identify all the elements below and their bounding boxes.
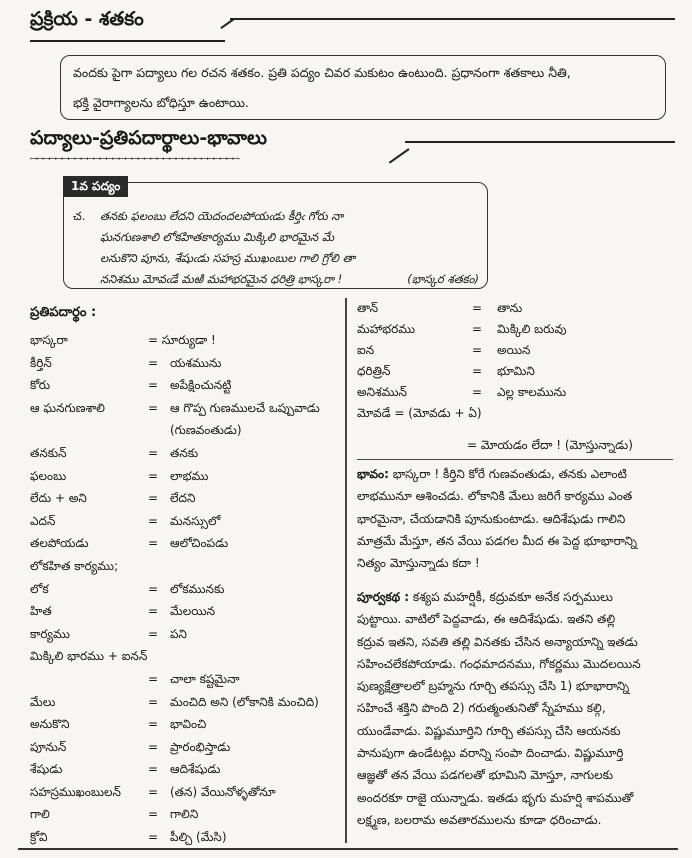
- equals-sign: =: [148, 468, 159, 483]
- meaning: లాభము: [170, 468, 209, 483]
- word: మహాభరము: [357, 322, 416, 336]
- meaning: (గుణవంతుడు): [170, 423, 242, 438]
- meaning: ఆలోచింపడు: [170, 536, 229, 551]
- bottom-rule: [18, 848, 678, 850]
- meaning: = సూర్యుడా !: [148, 333, 216, 347]
- meaning: భావించి: [170, 717, 207, 732]
- equals-sign: =: [148, 400, 159, 415]
- meaning: అపేక్షించునట్టి: [170, 378, 232, 393]
- purvakatha-paragraph: పూర్వకథ : కశ్యప మహర్షికీ, కద్రువకూ అనేక సర్పములు పుట్టాయి. వాటిలో పెద్దవాడు, ఈ ఆదిశేషుడు. ఇతని తల్లి కద్రువ ఇతని, సవతి తల్లి వినతకు చేసిన అన్యాయాన్ని ఇతడు సహించలేకపోయాడు. గంధమాదనము, గోకర్ణము మొదలయిన పుణ్యక్షేత్రాలలో బ్రహ్మను గూర్చి తపస్సు చేసి 1) భూభారాన్ని సహించే శక్తిని పొంది 2) గరుత్మంతునితో స్నేహము కల్గి, యుండేవాడు. విష్ణుమూర్తిని గూర్చి తపస్సు చేసి ఆయనకు పానుపుగా ఉండేటట్లు వరాన్ని సంపా దించాడు. విష్ణుమూర్తి ఆజ్ఞతో తన వేయి పడగలతో భూమిని మోస్తూ, నాగులకు అందరకూ రాజై యున్నాడు. ఇతడు భృగు మహర్షి శాపముతో లక్ష్మణ, బలరామ అవతారములను కూడా ధరించాడు.: [357, 590, 641, 827]
- meaning: తనకు: [170, 445, 199, 460]
- poem-line: లనుకొని పూను, శేషుఁడు సహస్ర ముఖంబుల గాలి గ్రోలి తా: [100, 251, 356, 265]
- meaning-row: [357, 382, 672, 403]
- word: హిత: [30, 604, 52, 619]
- title-underline: [30, 40, 225, 42]
- meaning-row: [30, 375, 340, 398]
- title-rule-slant: [220, 18, 234, 29]
- poem-line: ననిశము మోవఁడే మఱి మహాభరమైన ధరిత్రి భాస్కరా ! (భాస్కర శతకం): [76, 269, 479, 290]
- meaning: ఆదిశేషుడు: [170, 762, 221, 777]
- word: ఎదన్: [30, 513, 56, 528]
- meaning: భూమిని: [497, 364, 535, 378]
- word: ధరిత్రిన్: [357, 364, 391, 378]
- meaning-row: [357, 361, 672, 382]
- meaning-row: [30, 804, 340, 827]
- word: ఆ ఘనగుణశాలి: [30, 400, 105, 415]
- equals-sign: =: [148, 694, 159, 709]
- meaning-row: [30, 579, 340, 602]
- equals-sign: =: [472, 385, 483, 399]
- section-title-padyalu: పద్యాలు-ప్రతిపదార్థాలు-భావాలు: [30, 127, 268, 149]
- meaning-row: [357, 319, 672, 340]
- intro-line-2: భక్తి వైరాగ్యాలను బోధిస్తూ ఉంటాయి.: [73, 95, 249, 110]
- meaning-row: [30, 556, 340, 579]
- equals-sign: =: [472, 301, 483, 315]
- meaning-row: [357, 298, 672, 319]
- meaning: లోకమునకు: [170, 581, 225, 596]
- meaning-row: [30, 624, 340, 647]
- meaning-list-left: [30, 330, 340, 850]
- meaning: తాను: [497, 301, 523, 315]
- meaning: అయిన: [497, 343, 531, 357]
- meaning: మేలయిన: [170, 604, 216, 619]
- divider: [357, 459, 673, 460]
- meaning: మంచిది అని (లోకానికి మంచిది): [170, 694, 319, 709]
- meaning-row: [30, 511, 340, 534]
- meaning-row: [30, 466, 340, 489]
- word: అనుకొని: [30, 717, 70, 732]
- bhavam-paragraph: భావం: భాస్కరా ! కీర్తిని కోరే గుణవంతుడు, తనకు ఎలాంటి లాభమునూ ఆశించడు. లోకానికి మేలు జరిగే కార్యము ఎంత భారమైనా, చేయడానికి పూనుకుంటాడు. ఆదిశేషుడు గాలిని మాత్రమే మేస్తూ, తన వేయి పడగల మీద ఈ పెద్ద భూభారాన్ని నిత్యం మోస్తున్నాడు కదా !: [357, 467, 638, 571]
- equals-sign: =: [148, 807, 159, 822]
- word: ఫలంబు: [30, 468, 67, 483]
- word: లోకహిత కార్యము;: [30, 558, 119, 573]
- equals-sign: =: [148, 355, 159, 370]
- meaning: లేదని: [170, 491, 196, 506]
- meaning: మిక్కిలి బరువు: [497, 322, 567, 336]
- meaning: (తన) వేయినోళ్ళతోనూ: [170, 784, 276, 799]
- word: సహస్రముఖంబులన్: [30, 784, 121, 799]
- word: లోక: [30, 581, 49, 596]
- meaning-row: [30, 443, 340, 466]
- equals-sign: =: [148, 830, 159, 845]
- column-separator: [345, 298, 347, 843]
- equals-sign: =: [148, 784, 159, 799]
- movade-line-1: మోవడే = (మోవడు + ఏ): [357, 406, 482, 420]
- equals-sign: =: [148, 581, 159, 596]
- word: పూనున్: [30, 739, 67, 754]
- poem-line: చ. తనకు ఫలంబు లేదని యెదందలపోయఁడు కీర్తిఁ గోరు నా: [76, 206, 479, 227]
- equals-sign: =: [148, 717, 159, 732]
- word: గాలి: [30, 807, 50, 822]
- word: కార్యము: [30, 626, 70, 641]
- meaning-list-right: [357, 298, 672, 403]
- meaning: ప్రారంభిస్తాడు: [170, 739, 231, 754]
- poem-source: (భాస్కర శతకం): [407, 272, 479, 286]
- decorative-border: ꟷꟷꟷꟷꟷꟷꟷꟷꟷꟷꟷꟷꟷꟷꟷꟷꟷꟷꟷꟷꟷꟷꟷꟷꟷꟷꟷꟷꟷꟷꟷꟷꟷ: [30, 155, 239, 165]
- meaning-row: [30, 646, 340, 669]
- word: శేషుడు: [30, 762, 63, 777]
- word: భాస్కరా: [30, 333, 68, 347]
- equals-sign: =: [472, 322, 483, 336]
- meaning: ఎల్ల కాలమును: [497, 385, 567, 399]
- poem-box: [63, 182, 488, 289]
- meaning: చాలా కష్టమైనా: [170, 671, 240, 686]
- meaning: ఆ గొప్ప గుణములచే ఒప్పువాడు: [170, 400, 320, 415]
- word: తలపోయడు: [30, 536, 89, 551]
- meaning-row: [30, 330, 340, 353]
- meaning-row: [30, 714, 340, 737]
- meaning: యశమును: [170, 355, 222, 370]
- meaning-row: [30, 488, 340, 511]
- section2-rule: [405, 141, 675, 143]
- word: తాన్: [357, 301, 379, 315]
- word: అనిశమున్: [357, 385, 407, 399]
- equals-sign: =: [148, 626, 159, 641]
- word: ఐన: [357, 343, 375, 357]
- meaning: గాలిని: [170, 807, 199, 822]
- poem-marker: చ.: [73, 209, 86, 223]
- section-title-prakriya: ప్రక్రియ - శతకం: [30, 8, 144, 30]
- meaning-row: [30, 737, 340, 760]
- meaning-row: [30, 827, 340, 850]
- equals-sign: =: [472, 364, 483, 378]
- equals-sign: =: [148, 445, 159, 460]
- intro-line-1: వందకు పైగా పద్యాలు గల రచన శతకం. ప్రతి పద్యం చివర మకుటం ఉంటుంది. ప్రధానంగా శతకాలు నీతి,: [73, 65, 571, 80]
- meaning: పీల్చి (మేసి): [170, 830, 227, 845]
- word: లేదు + అని: [30, 491, 87, 506]
- word: కీర్తిన్: [30, 355, 52, 370]
- meaning-row: [30, 353, 340, 376]
- word: క్రోవి: [30, 830, 48, 845]
- word: కోరు: [30, 378, 51, 393]
- meaning-row: [30, 782, 340, 805]
- equals-sign: =: [148, 604, 159, 619]
- meaning: పని: [170, 626, 187, 641]
- pratipadartham-heading: ప్రతిపదార్థం :: [30, 305, 97, 320]
- poem-line: ఘనగుణశాలి లోకహితకార్యము మిక్కిలి భారమైన మే: [100, 230, 335, 244]
- equals-sign: =: [148, 491, 159, 506]
- meaning-row: [30, 692, 340, 715]
- equals-sign: =: [148, 513, 159, 528]
- meaning-row: [30, 398, 340, 421]
- equals-sign: =: [148, 536, 159, 551]
- equals-sign: =: [148, 671, 159, 686]
- meaning: మనస్సులో: [170, 513, 221, 528]
- equals-sign: =: [148, 762, 159, 777]
- meaning-row: [30, 669, 340, 692]
- meaning-row: [30, 533, 340, 556]
- title-rule: [230, 18, 675, 20]
- word: మిక్కిలి భారము + ఐనన్: [30, 649, 148, 664]
- equals-sign: =: [148, 378, 159, 393]
- movade-line-2: = మోయడం లేదా ! (మోస్తున్నాడు): [467, 438, 633, 452]
- equals-sign: =: [472, 343, 483, 357]
- word: తనకున్: [30, 445, 67, 460]
- meaning-row: [30, 420, 340, 443]
- purvakatha-label: పూర్వకథ :: [357, 590, 410, 604]
- bhavam-label: భావం:: [357, 467, 389, 481]
- intro-box: [60, 55, 666, 120]
- meaning-row: [30, 601, 340, 624]
- meaning-row: [30, 759, 340, 782]
- equals-sign: =: [148, 739, 159, 754]
- word: మేలు: [30, 694, 56, 709]
- poem-number-tag: 1వ పద్యం: [63, 176, 128, 197]
- meaning-row: [357, 340, 672, 361]
